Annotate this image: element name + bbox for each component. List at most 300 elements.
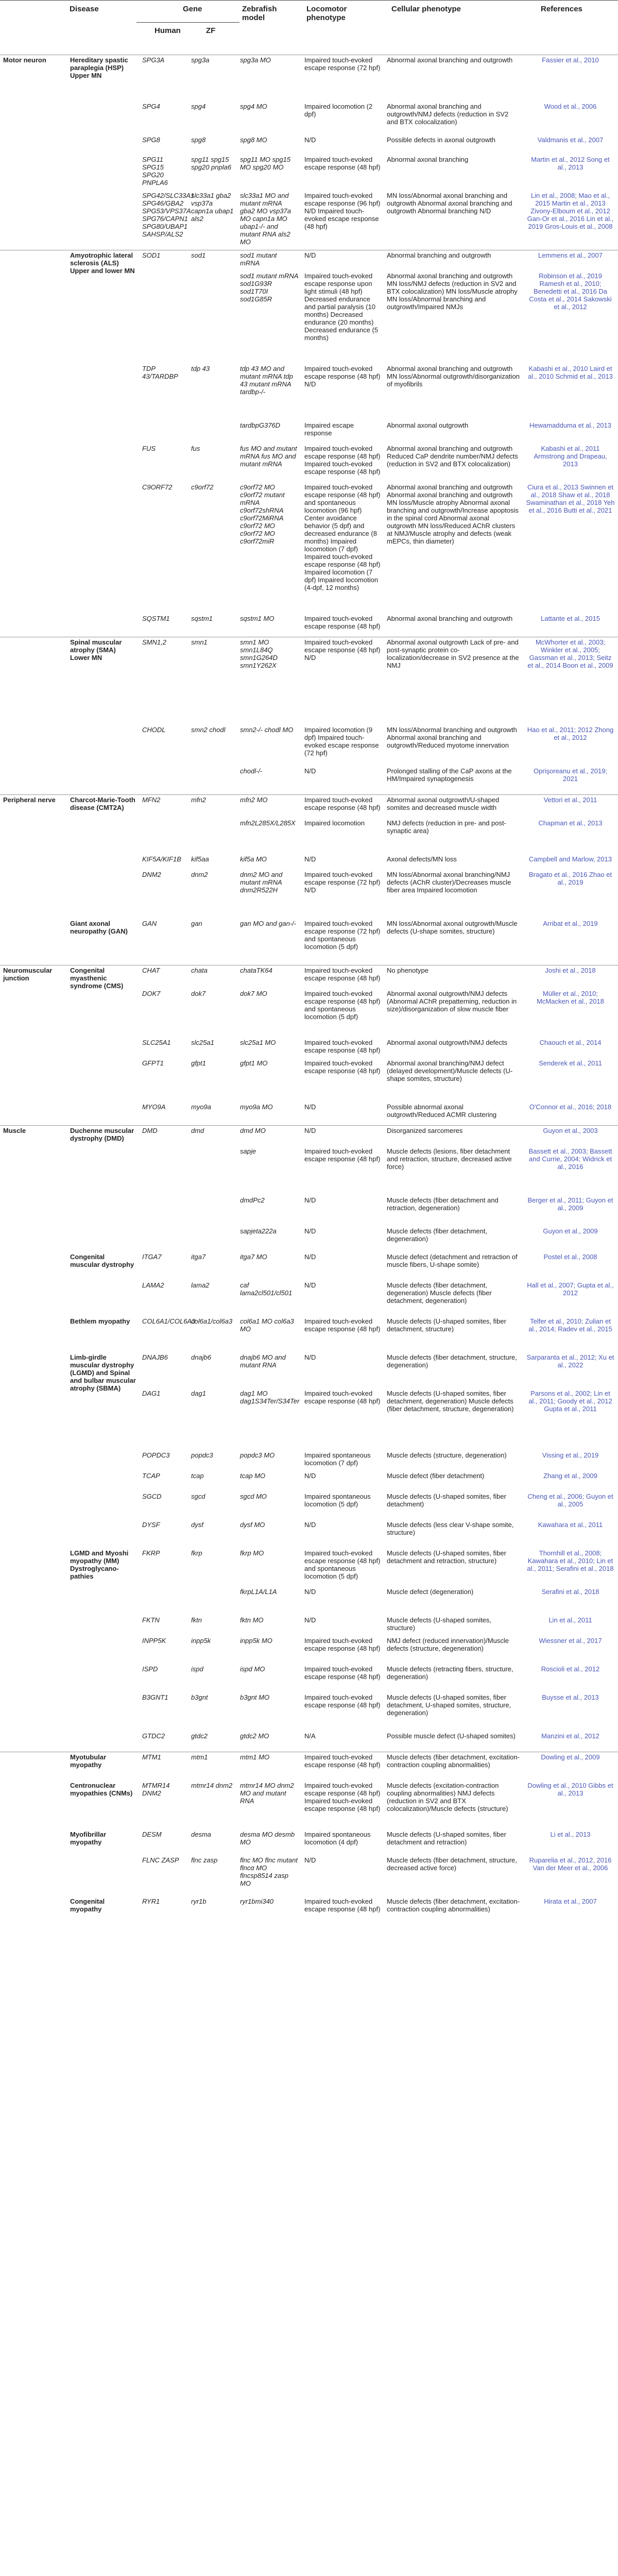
table-row bbox=[0, 1471, 618, 1492]
zebrafish-model-cell: tardbpG376D bbox=[240, 421, 281, 429]
zebrafish-model-cell: mtmr14 MO dnm2 MO and mutant RNA bbox=[240, 1782, 294, 1805]
locomotor-cell: N/D bbox=[304, 1588, 316, 1596]
disease-cell: Congenital myasthenic syndrome (CMS) bbox=[70, 967, 124, 990]
cellular-cell: Abnormal axonal branching and outgrowth Reduced CaP dendrite number/NMJ defects (reduction in SV2 and BTX colocalization) bbox=[387, 445, 518, 468]
disease-cell bbox=[67, 1587, 139, 1615]
reference-cell[interactable]: Kabashi et al., 2011 Armstrong and Drapeau, 2013 bbox=[534, 445, 607, 468]
human-gene-cell: SPG8 bbox=[142, 136, 160, 144]
reference-cell[interactable]: Kawahara et al., 2011 bbox=[538, 1521, 603, 1529]
reference-cell[interactable]: Cheng et al., 2006; Guyon et al., 2005 bbox=[527, 1493, 613, 1508]
zebrafish-model-cell: mfn2 MO bbox=[240, 796, 268, 804]
zf-gene-cell bbox=[188, 1146, 237, 1195]
locomotor-cell: Impaired touch-evoked escape response (48 hpf) Impaired touch-evoked escape response (48 hpf) bbox=[304, 1782, 381, 1812]
human-gene-cell: SPG3A bbox=[142, 56, 165, 64]
reference-cell[interactable]: Müller et al., 2010; McMacken et al., 2018 bbox=[537, 990, 604, 1005]
zf-gene-cell: tcap bbox=[191, 1472, 204, 1480]
category-cell bbox=[0, 1731, 67, 1752]
category-cell bbox=[0, 444, 67, 482]
reference-cell[interactable]: Joshi et al., 2018 bbox=[545, 967, 596, 974]
human-gene-cell bbox=[139, 271, 188, 364]
reference-cell[interactable]: Campbell and Marlow, 2013 bbox=[528, 855, 612, 863]
category-cell bbox=[0, 482, 67, 614]
disease-cell bbox=[67, 1664, 139, 1692]
zebrafish-model-cell: popdc3 MO bbox=[240, 1451, 275, 1459]
reference-cell[interactable]: Martin et al., 2012 Song et al., 2013 bbox=[531, 156, 610, 171]
reference-cell[interactable]: Zhang et al., 2009 bbox=[543, 1472, 597, 1480]
category-cell bbox=[0, 614, 67, 637]
category-cell bbox=[0, 1352, 67, 1388]
zebrafish-model-cell: fkrpL1A/L1A bbox=[240, 1588, 277, 1596]
cellular-cell: Muscle defects (less clear V-shape somite, structure) bbox=[387, 1521, 514, 1536]
reference-cell[interactable]: Valdmanis et al., 2007 bbox=[537, 136, 604, 144]
zf-gene-cell: smn1 bbox=[191, 638, 208, 646]
table-row bbox=[0, 482, 618, 614]
cellular-cell: Abnormal branching and outgrowth bbox=[387, 251, 491, 259]
locomotor-cell: N/D bbox=[304, 855, 316, 863]
locomotor-cell: N/D bbox=[304, 1253, 316, 1261]
disease-cell bbox=[67, 1615, 139, 1636]
disease-cell: Myotubular myopathy bbox=[70, 1753, 107, 1769]
disease-cell bbox=[67, 989, 139, 1038]
human-gene-cell: GAN bbox=[142, 920, 157, 927]
zf-gene-cell bbox=[188, 1226, 237, 1252]
cellular-cell: Muscle defects (fiber detachment, degeneration) Muscle defects (fiber detachment, degeneration) bbox=[387, 1281, 492, 1304]
reference-cell[interactable]: Serafini et al., 2018 bbox=[541, 1588, 599, 1596]
table-row bbox=[0, 637, 618, 725]
locomotor-cell: Impaired touch-evoked escape response (48 hpf) bbox=[304, 1665, 381, 1681]
table-row bbox=[0, 1058, 618, 1102]
zf-gene-cell: dag1 bbox=[191, 1389, 206, 1397]
reference-cell[interactable]: Dowling et al., 2009 bbox=[541, 1753, 600, 1761]
cellular-cell: Abnormal axonal branching and outgrowth MN loss/NMJ defects (reduction in SV2 and BTX colocalization) MN loss/Muscle atrophy MN loss/Abnormal branching and outgrowth/Impaired NMJs bbox=[387, 272, 518, 311]
disease-cell: LGMD and Myoshi myopathy (MM) Dystroglycano-pathies bbox=[70, 1549, 129, 1580]
category-cell bbox=[0, 818, 67, 854]
human-gene-cell: MTM1 bbox=[142, 1753, 161, 1761]
zf-gene-cell: gtdc2 bbox=[191, 1732, 208, 1740]
reference-cell[interactable]: McWhorter et al., 2003; Winkler et al., 2005; Gassman et al., 2013; Seitz et al., 2014 Boon et al., 2009 bbox=[527, 638, 613, 669]
locomotor-cell: N/D bbox=[304, 1227, 316, 1235]
disease-cell bbox=[67, 155, 139, 191]
table-row bbox=[0, 1038, 618, 1058]
locomotor-cell: Impaired locomotion (9 dpf) Impaired touch-evoked escape response (72 hpf) bbox=[304, 726, 379, 757]
category-cell bbox=[0, 919, 67, 965]
locomotor-cell: Impaired touch-evoked escape response (48 hpf) and spontaneous locomotion (5 dpf) bbox=[304, 1549, 381, 1580]
disease-cell bbox=[67, 725, 139, 766]
locomotor-cell: Impaired spontaneous locomotion (7 dpf) bbox=[304, 1451, 371, 1467]
reference-cell[interactable]: Manzini et al., 2012 bbox=[541, 1732, 599, 1740]
disease-cell bbox=[67, 818, 139, 854]
zebrafish-model-cell: smn1 MO smn1L84Q smn1G264D smn1Y262X bbox=[240, 638, 278, 669]
reference-cell[interactable]: Parsons et al., 2002; Lin et al., 2011; Goody et al., 2012 Gupta et al., 2011 bbox=[528, 1389, 612, 1413]
cellular-cell: Abnormal axonal outgrowth/U-shaped somites and decreased muscle width bbox=[387, 796, 500, 811]
zf-gene-cell: inpp5k bbox=[191, 1637, 211, 1645]
locomotor-cell: Impaired touch-evoked escape response (48 hpf) bbox=[304, 967, 381, 982]
cellular-cell: Muscle defects (excitation-contraction coupling abnormalities) NMJ defects (reduction in SV2 and BTX colocalization)/Muscle defects (structure) bbox=[387, 1782, 508, 1812]
cellular-cell: Muscle defects (U-shaped somites, fiber detachment, structure) bbox=[387, 1317, 506, 1333]
locomotor-cell: N/D bbox=[304, 1521, 316, 1529]
zf-gene-cell: desma bbox=[191, 1831, 212, 1838]
reference-cell[interactable]: Hewamadduma et al., 2013 bbox=[529, 421, 611, 429]
locomotor-cell: Impaired touch-evoked escape response (48 hpf) and spontaneous locomotion (5 dpf) bbox=[304, 990, 381, 1021]
locomotor-cell: Impaired touch-evoked escape response (48 hpf) bbox=[304, 796, 381, 811]
disease-cell bbox=[67, 1692, 139, 1731]
zebrafish-model-cell: spg3a MO bbox=[240, 56, 271, 64]
locomotor-cell: Impaired locomotion bbox=[304, 819, 365, 827]
cellular-cell: Muscle defects (U-shaped somites, fiber detachment, degeneration) Muscle defects (fiber detachment, structure, degeneration) bbox=[387, 1389, 514, 1413]
locomotor-cell: Impaired touch-evoked escape response (48 hpf) Impaired touch-evoked escape response (48 hpf) bbox=[304, 445, 381, 476]
category-cell bbox=[0, 1146, 67, 1195]
zebrafish-model-cell: myo9a MO bbox=[240, 1103, 273, 1111]
reference-cell[interactable]: Hall et al., 2007; Gupta et al., 2012 bbox=[527, 1281, 614, 1297]
category-cell bbox=[0, 1548, 67, 1587]
cellular-cell: MN loss/Abnormal axonal outgrowth/Muscle defects (U-shape somites, structure) bbox=[387, 920, 518, 935]
table-row bbox=[0, 1664, 618, 1692]
zf-gene-cell bbox=[188, 818, 237, 854]
reference-cell[interactable]: Fassier et al., 2010 bbox=[542, 56, 599, 64]
locomotor-cell: Impaired touch-evoked escape response (48 hpf) N/D bbox=[304, 365, 381, 388]
disease-cell bbox=[67, 1636, 139, 1664]
human-gene-cell: INPP5K bbox=[142, 1637, 166, 1645]
zebrafish-model-cell: dmd MO bbox=[240, 1127, 266, 1134]
cellular-cell: MN loss/Abnormal axonal branching and outgrowth Abnormal axonal branching and outgrowth Abnormal branching N/D bbox=[387, 192, 512, 215]
zf-gene-cell bbox=[188, 420, 237, 444]
reference-cell[interactable]: Sarparanta et al., 2012; Xu et al., 2022 bbox=[526, 1353, 614, 1369]
locomotor-cell: N/D bbox=[304, 767, 316, 775]
cellular-cell: Abnormal axonal branching/NMJ defect (delayed development)/Muscle defects (U-shape somites, structure) bbox=[387, 1059, 513, 1082]
reference-cell[interactable]: Ruparelia et al., 2012, 2016 Van der Meer et al., 2006 bbox=[529, 1856, 612, 1872]
reference-cell[interactable]: Lattante et al., 2015 bbox=[541, 615, 600, 622]
disease-cell bbox=[67, 854, 139, 870]
locomotor-cell: Impaired touch-evoked escape response (48 hpf) bbox=[304, 1147, 381, 1163]
reference-cell[interactable]: Guyon et al., 2009 bbox=[543, 1227, 598, 1235]
zebrafish-model-cell: chataTK64 bbox=[240, 967, 272, 974]
disease-cell bbox=[67, 1058, 139, 1102]
zebrafish-model-cell: fkrp MO bbox=[240, 1549, 264, 1557]
human-gene-cell: DNM2 bbox=[142, 871, 161, 878]
locomotor-cell: Impaired touch-evoked escape response (72 hpf) bbox=[304, 56, 381, 72]
reference-cell[interactable]: Ciura et al., 2013 Swinnen et al., 2018 Shaw et al., 2018 Swaminathan et al., 2018 Yeh et al., 2016 Butti et al., 2021 bbox=[526, 483, 615, 514]
human-gene-cell bbox=[139, 1146, 188, 1195]
human-gene-cell: ITGA7 bbox=[142, 1253, 162, 1261]
reference-cell[interactable]: O'Connor et al., 2016; 2018 bbox=[529, 1103, 612, 1111]
zf-gene-cell: spg3a bbox=[191, 56, 210, 64]
table-row bbox=[0, 1636, 618, 1664]
table-body bbox=[0, 55, 618, 2576]
zebrafish-model-cell: chodl-/- bbox=[240, 767, 263, 775]
zf-gene-cell: dnm2 bbox=[191, 871, 208, 878]
reference-cell[interactable]: Lin et al., 2008; Mao et al., 2015 Martin et al., 2013 Zivony-Elboum et al., 2012 Gan-Or et al., 2016 Lin et al., 2019 Gros-Louis et al., 2008 bbox=[527, 192, 614, 230]
zf-gene-cell: tdp 43 bbox=[191, 365, 210, 372]
cellular-cell: Muscle defects (fiber detachment, excitation-contraction coupling abnormalities) bbox=[387, 1897, 520, 1913]
reference-cell[interactable]: Thornhill et al., 2008; Kawahara et al., 2010; Lin et al., 2011; Serafini et al., 2018 bbox=[527, 1549, 614, 1572]
category-cell bbox=[0, 364, 67, 420]
human-gene-cell: SPG42/SLC33A1 SPG46/GBA2 SPG53/VPS37A SPG76/CAPN1 SPG80/UBAP1 SAHSP/ALS2 bbox=[142, 192, 195, 238]
category-cell bbox=[0, 854, 67, 870]
locomotor-cell: Impaired touch-evoked escape response (48 hpf) bbox=[304, 1637, 381, 1652]
table-row bbox=[0, 191, 618, 250]
locomotor-cell: Impaired touch-evoked escape response (48 hpf) bbox=[304, 1753, 381, 1769]
cellular-cell: Prolonged stalling of the CaP axons at the HM/Impaired synaptogenesis bbox=[387, 767, 512, 783]
locomotor-cell: Impaired touch-evoked escape response (48 hpf) bbox=[304, 1059, 381, 1075]
human-gene-cell: SMN1,2 bbox=[142, 638, 166, 646]
human-gene-cell bbox=[139, 1587, 188, 1615]
header-locomotor: Locomotor phenotype bbox=[306, 5, 347, 22]
cellular-cell: Possible muscle defect (U-shaped somites) bbox=[387, 1732, 516, 1740]
cellular-cell: Muscle defect (degeneration) bbox=[387, 1588, 474, 1596]
reference-cell[interactable]: Hirata et al., 2007 bbox=[544, 1897, 597, 1905]
category-cell bbox=[0, 1781, 67, 1829]
human-gene-cell: LAMA2 bbox=[142, 1281, 164, 1289]
table-row bbox=[0, 919, 618, 965]
zebrafish-model-cell: gfpt1 MO bbox=[240, 1059, 268, 1067]
human-gene-cell: COL6A1/COL6A3 bbox=[142, 1317, 196, 1325]
table-row bbox=[0, 1125, 618, 1146]
cellular-cell: NMJ defect (reduced innervation)/Muscle defects (structure, degeneration) bbox=[387, 1637, 509, 1652]
header-references: References bbox=[541, 5, 582, 13]
category-cell bbox=[0, 1664, 67, 1692]
locomotor-cell: Impaired touch-evoked escape response (48 hpf) bbox=[304, 1389, 381, 1405]
reference-cell[interactable]: Hao et al., 2011; 2012 Zhong et al., 2012 bbox=[527, 726, 614, 741]
category-cell bbox=[0, 250, 67, 271]
table-row bbox=[0, 1492, 618, 1520]
table-row bbox=[0, 1252, 618, 1280]
table-row bbox=[0, 271, 618, 364]
reference-cell[interactable]: Bassett et al., 2003; Bassett and Currie, 2004; Widrick et al., 2016 bbox=[528, 1147, 612, 1171]
reference-cell[interactable]: Berger et al., 2011; Guyon et al., 2009 bbox=[527, 1196, 613, 1212]
category-cell bbox=[0, 1492, 67, 1520]
human-gene-cell: SPG11 SPG15 SPG20 PNPLA6 bbox=[142, 156, 168, 187]
table-row bbox=[0, 1146, 618, 1195]
zebrafish-model-cell: kif5a MO bbox=[240, 855, 267, 863]
table-row bbox=[0, 135, 618, 155]
table-row bbox=[0, 989, 618, 1038]
human-gene-cell: SPG4 bbox=[142, 103, 160, 110]
zf-gene-cell bbox=[188, 271, 237, 364]
reference-cell[interactable]: Vettori et al., 2011 bbox=[543, 796, 597, 804]
disease-cell bbox=[67, 1195, 139, 1226]
zebrafish-model-cell: dnm2 MO and mutant mRNA dnm2R522H bbox=[240, 871, 283, 894]
human-gene-cell bbox=[139, 1226, 188, 1252]
cellular-cell: Muscle defects (fiber detachment, structure, decreased active force) bbox=[387, 1856, 517, 1872]
reference-cell[interactable]: Chapman et al., 2013 bbox=[538, 819, 603, 827]
zf-gene-cell: ryr1b bbox=[191, 1897, 207, 1905]
reference-cell[interactable]: Roscioli et al., 2012 bbox=[541, 1665, 600, 1673]
zebrafish-model-cell: slc33a1 MO and mutant mRNA gba2 MO vsp37a MO capn1a MO ubap1-/- and mutant RNA als2 MO bbox=[240, 192, 291, 246]
reference-cell[interactable]: Dowling et al., 2010 Gibbs et al., 2013 bbox=[527, 1782, 613, 1797]
disease-cell: Spinal muscular atrophy (SMA) Lower MN bbox=[70, 638, 122, 662]
category-cell bbox=[0, 1587, 67, 1615]
zf-gene-cell bbox=[188, 1195, 237, 1226]
zebrafish-model-cell: sod1 mutant mRNA sod1G93R sod1T70I sod1G85R bbox=[240, 272, 298, 303]
zebrafish-model-cell: mtm1 MO bbox=[240, 1753, 270, 1761]
locomotor-cell: N/D bbox=[304, 1856, 316, 1864]
locomotor-cell: Impaired touch-evoked escape response (48 hpf) bbox=[304, 156, 381, 171]
zebrafish-model-cell: desma MO desmb MO bbox=[240, 1831, 295, 1846]
disease-cell bbox=[67, 271, 139, 364]
zebrafish-model-cell: flnc MO flnc mutant flncα MO flncsp8514 zasp MO bbox=[240, 1856, 298, 1887]
reference-cell[interactable]: Bragato et al., 2016 Zhao et al., 2019 bbox=[528, 871, 612, 886]
human-gene-cell: TDP 43/TARDBP bbox=[142, 365, 178, 380]
reference-cell[interactable]: Vissing et al., 2019 bbox=[542, 1451, 599, 1459]
disease-cell bbox=[67, 1038, 139, 1058]
disease-cell bbox=[67, 1450, 139, 1471]
human-gene-cell: SGCD bbox=[142, 1493, 162, 1500]
zf-gene-cell: c9orf72 bbox=[191, 483, 214, 491]
human-gene-cell: MTMR14 DNM2 bbox=[142, 1782, 170, 1797]
category-cell bbox=[0, 637, 67, 725]
table-row bbox=[0, 1781, 618, 1829]
disease-cell: Limb-girdle muscular dystrophy (LGMD) and Spinal and bulbar muscular atrophy (SBMA) bbox=[70, 1353, 136, 1392]
category-cell bbox=[0, 191, 67, 250]
reference-cell[interactable]: Arribat et al., 2019 bbox=[543, 920, 598, 927]
cellular-cell: Muscle defects (U-shaped somites, structure) bbox=[387, 1616, 492, 1632]
locomotor-cell: N/A bbox=[304, 1732, 316, 1740]
human-gene-cell bbox=[139, 420, 188, 444]
human-gene-cell: CHODL bbox=[142, 726, 166, 734]
zf-gene-cell: ispd bbox=[191, 1665, 203, 1673]
reference-cell[interactable]: Telfer et al., 2010; Zulian et al., 2014; Radev et al., 2015 bbox=[528, 1317, 612, 1333]
locomotor-cell: N/D bbox=[304, 1472, 316, 1480]
table-row bbox=[0, 1752, 618, 1781]
table-row bbox=[0, 250, 618, 275]
zebrafish-model-cell: gtdc2 MO bbox=[240, 1732, 269, 1740]
table-row bbox=[0, 1896, 618, 1925]
table-row bbox=[0, 420, 618, 444]
category-cell bbox=[0, 766, 67, 794]
category-cell bbox=[0, 1316, 67, 1352]
cellular-cell: Muscle defects (U-shaped somites, fiber detachment, U-shaped somites, structure, degeneration) bbox=[387, 1693, 511, 1717]
table-row bbox=[0, 794, 618, 818]
disease-cell bbox=[67, 191, 139, 250]
disease-cell bbox=[67, 420, 139, 444]
reference-cell[interactable]: Chaouch et al., 2014 bbox=[539, 1039, 602, 1046]
table-row bbox=[0, 1520, 618, 1548]
cellular-cell: Muscle defects (fiber detachment and retraction, degeneration) bbox=[387, 1196, 499, 1212]
category-cell: Motor neuron bbox=[3, 56, 46, 64]
category-cell: Peripheral nerve bbox=[3, 796, 56, 804]
table-row bbox=[0, 1587, 618, 1615]
zf-gene-cell: col6a1/col6a3 bbox=[191, 1317, 233, 1325]
human-gene-cell: RYR1 bbox=[142, 1897, 160, 1905]
reference-cell[interactable]: Guyon et al., 2003 bbox=[543, 1127, 598, 1134]
cellular-cell: Muscle defect (fiber detachment) bbox=[387, 1472, 485, 1480]
locomotor-cell: Impaired touch-evoked escape response (96 hpf) N/D Impaired touch-evoked escape response (48 hpf) bbox=[304, 192, 381, 230]
category-cell bbox=[0, 1692, 67, 1731]
cellular-cell: MN loss/Abnormal branching and outgrowth Abnormal axonal branching and outgrowth/Reduced myotome innervation bbox=[387, 726, 517, 749]
table-row bbox=[0, 1692, 618, 1731]
zebrafish-model-cell: spg4 MO bbox=[240, 103, 267, 110]
disease-cell bbox=[67, 444, 139, 482]
human-gene-cell: FKRP bbox=[142, 1549, 160, 1557]
reference-cell[interactable]: Wiessner et al., 2017 bbox=[539, 1637, 602, 1645]
reference-cell[interactable]: Robinson et al., 2019 Ramesh et al., 2010; Benedetti et al., 2016 Da Costa et al., 2014 Sakowski et al., 2012 bbox=[529, 272, 612, 311]
locomotor-cell: N/D bbox=[304, 251, 316, 259]
zf-gene-cell: spg4 bbox=[191, 103, 206, 110]
cellular-cell: Axonal defects/MN loss bbox=[387, 855, 457, 863]
human-gene-cell bbox=[139, 818, 188, 854]
table-row bbox=[0, 444, 618, 482]
human-gene-cell: GTDC2 bbox=[142, 1732, 165, 1740]
human-gene-cell: DYSF bbox=[142, 1521, 160, 1529]
zf-gene-cell: gfpt1 bbox=[191, 1059, 206, 1067]
zebrafish-model-cell: fktn MO bbox=[240, 1616, 264, 1624]
zf-gene-cell bbox=[188, 1587, 237, 1615]
human-gene-cell: SOD1 bbox=[142, 251, 161, 259]
human-gene-cell bbox=[139, 1195, 188, 1226]
table-row bbox=[0, 870, 618, 919]
disease-cell: Hereditary spastic paraplegia (HSP) Upper MN bbox=[70, 56, 128, 79]
cellular-cell: MN loss/Abnormal axonal branching/NMJ defects (AChR cluster)/Decreases muscle fiber area Impaired locomotion bbox=[387, 871, 511, 894]
disease-cell: Charcot-Marie-Tooth disease (CMT2A) bbox=[70, 796, 135, 811]
reference-cell[interactable]: Buysse et al., 2013 bbox=[542, 1693, 599, 1701]
table-row bbox=[0, 1195, 618, 1226]
zf-gene-cell: spg8 bbox=[191, 136, 206, 144]
locomotor-cell: Impaired touch-evoked escape response (48 hpf) bbox=[304, 1897, 381, 1913]
locomotor-cell: N/D bbox=[304, 1196, 316, 1204]
locomotor-cell: N/D bbox=[304, 1103, 316, 1111]
disease-cell bbox=[67, 364, 139, 420]
zebrafish-model-cell: sod1 mutant mRNA bbox=[240, 251, 277, 267]
disease-cell bbox=[67, 1146, 139, 1195]
cellular-cell: Muscle defects (fiber detachment, structure, degeneration) bbox=[387, 1353, 517, 1369]
zf-gene-cell: dok7 bbox=[191, 990, 206, 997]
locomotor-cell: N/D bbox=[304, 1127, 316, 1134]
disease-cell bbox=[67, 1388, 139, 1450]
cellular-cell: Abnormal axonal branching and outgrowth bbox=[387, 56, 513, 64]
human-gene-cell: CHAT bbox=[142, 967, 160, 974]
zf-gene-cell: sod1 bbox=[191, 251, 206, 259]
reference-cell[interactable]: Kabashi et al., 2010 Laird et al., 2010 Schmid et al., 2013 bbox=[528, 365, 613, 380]
locomotor-cell: Impaired touch-evoked escape response (72 hpf) N/D bbox=[304, 871, 381, 894]
reference-cell[interactable]: Postel et al., 2008 bbox=[543, 1253, 597, 1261]
disease-cell: Congenital myopathy bbox=[70, 1897, 105, 1913]
category-cell bbox=[0, 725, 67, 766]
zebrafish-model-cell: sgcd MO bbox=[240, 1493, 267, 1500]
reference-cell[interactable]: Wood et al., 2006 bbox=[544, 103, 597, 110]
table-row bbox=[0, 854, 618, 870]
human-gene-cell: B3GNT1 bbox=[142, 1693, 168, 1701]
zf-gene-cell: slc33a1 gba2 vsp37a capn1a ubap1 als2 bbox=[191, 192, 234, 223]
category-cell bbox=[0, 1896, 67, 1925]
category-cell bbox=[0, 1388, 67, 1450]
disease-cell: Amyotrophic lateral sclerosis (ALS) Upper and lower MN bbox=[70, 251, 135, 275]
zf-gene-cell: flnc zasp bbox=[191, 1856, 218, 1864]
zebrafish-model-cell: spg11 MO spg15 MO spg20 MO bbox=[240, 156, 291, 171]
category-cell bbox=[0, 420, 67, 444]
disease-cell bbox=[67, 1492, 139, 1520]
human-gene-cell: FUS bbox=[142, 445, 156, 452]
reference-cell[interactable]: Senderek et al., 2011 bbox=[539, 1059, 602, 1067]
human-gene-cell: DNAJB6 bbox=[142, 1353, 168, 1361]
reference-cell[interactable]: Lin et al., 2011 bbox=[548, 1616, 592, 1624]
human-gene-cell: FKTN bbox=[142, 1616, 160, 1624]
category-cell bbox=[0, 1102, 67, 1125]
reference-cell[interactable]: Lemmens et al., 2007 bbox=[538, 251, 603, 259]
human-gene-cell: C9ORF72 bbox=[142, 483, 173, 491]
reference-cell[interactable]: Oprişoreanu et al., 2019; 2021 bbox=[533, 767, 608, 783]
zebrafish-model-cell: spg8 MO bbox=[240, 136, 267, 144]
locomotor-cell: N/D bbox=[304, 136, 316, 144]
disease-cell: Bethlem myopathy bbox=[70, 1317, 130, 1325]
zebrafish-model-cell: dysf MO bbox=[240, 1521, 265, 1529]
reference-cell[interactable]: Li et al., 2013 bbox=[550, 1831, 591, 1838]
table-row bbox=[0, 1829, 618, 1855]
cellular-cell: Disorganized sarcomeres bbox=[387, 1127, 463, 1134]
disease-cell: Myofibrillar myopathy bbox=[70, 1831, 107, 1846]
category-cell bbox=[0, 155, 67, 191]
cellular-cell: Muscle defects (fiber detachment, degeneration) bbox=[387, 1227, 488, 1243]
header-zf: ZF bbox=[206, 26, 216, 35]
